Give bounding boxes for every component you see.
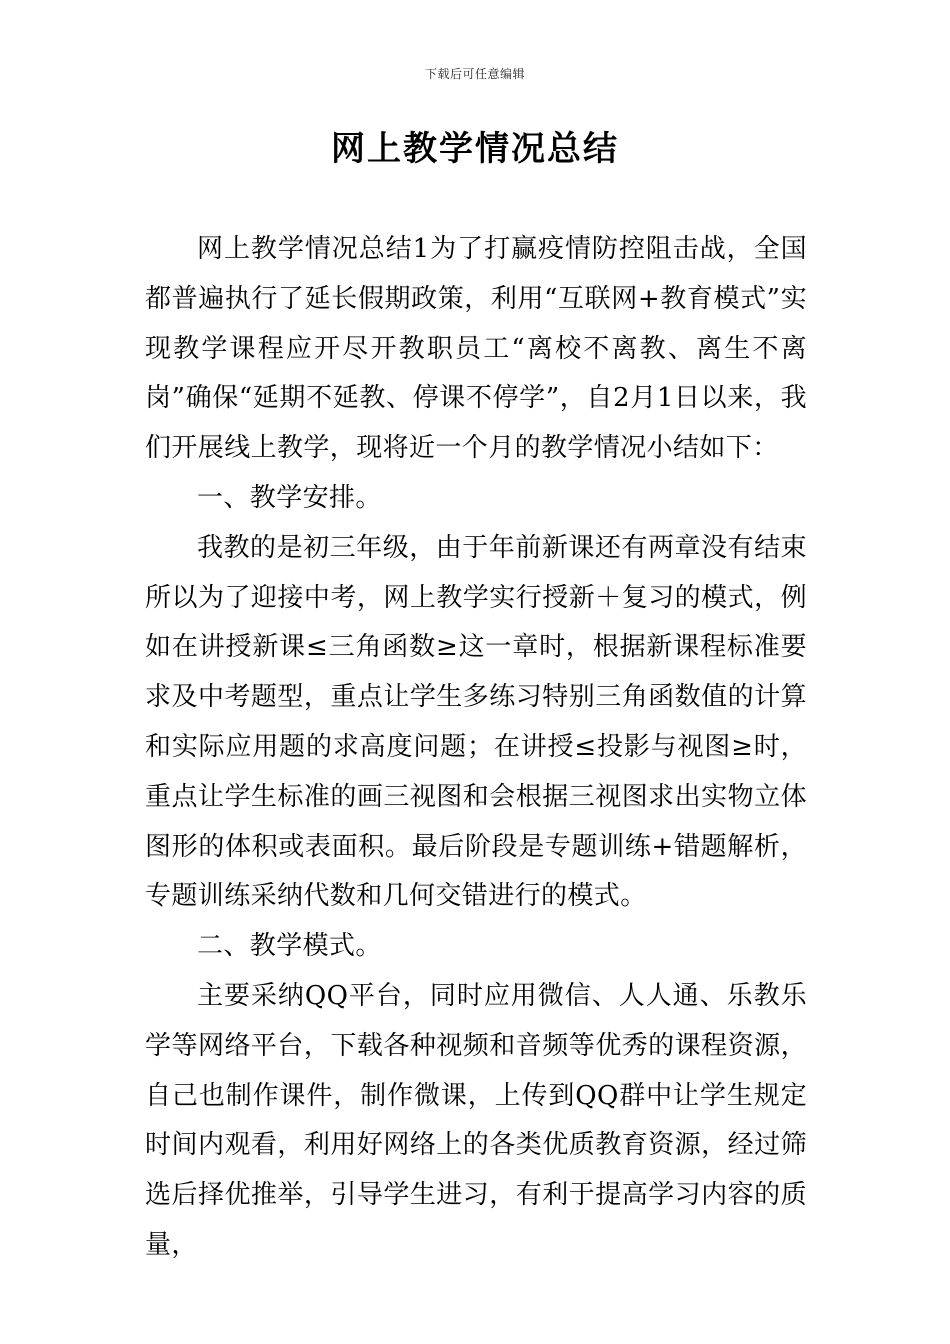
paragraph-intro: 网上教学情况总结1为了打赢疫情防控阻击战，全国都普遍执行了延长假期政策，利用“互联网+教育模式”实现教学课程应开尽开教职员工“离校不离教、离生不离岗”确保“延期不延教、停课不停学”，自2月1日以来，我们开展线上教学，现将近一个月的教学情况小结如下：: [145, 234, 807, 464]
section-heading-teaching-mode: 二、教学模式。: [197, 931, 382, 962]
paragraph-teaching-arrangement: 我教的是初三年级，由于年前新课还有两章没有结束所以为了迎接中考，网上教学实行授新＋复习的模式，例如在讲授新课≤三角函数≥这一章时，根据新课程标准要求及中考题型，重点让学生多练习特别三角函数值的计算和实际应用题的求高度问题；在讲授≤投影与视图≥时，重点让学生标准的画三视图和会根据三视图求出实物立体图形的体积或表面积。最后阶段是专题训练+错题解析，专题训练采纳代数和几何交错进行的模式。: [145, 532, 807, 912]
document-body: [145, 225, 807, 1271]
paragraph-teaching-mode: 主要采纳QQ平台，同时应用微信、人人通、乐教乐学等网络平台，下载各种视频和音频等优秀的课程资源，自己也制作课件，制作微课，上传到QQ群中让学生规定时间内观看，利用好网络上的各类优质教育资源，经过筛选后择优推举，引导学生进习，有利于提高学习内容的质量，: [145, 980, 807, 1260]
header-note: 下载后可任意编辑: [424, 67, 525, 81]
document-title: 网上教学情况总结: [331, 129, 619, 169]
section-heading-teaching-arrangement: 一、教学安排。: [197, 482, 382, 513]
